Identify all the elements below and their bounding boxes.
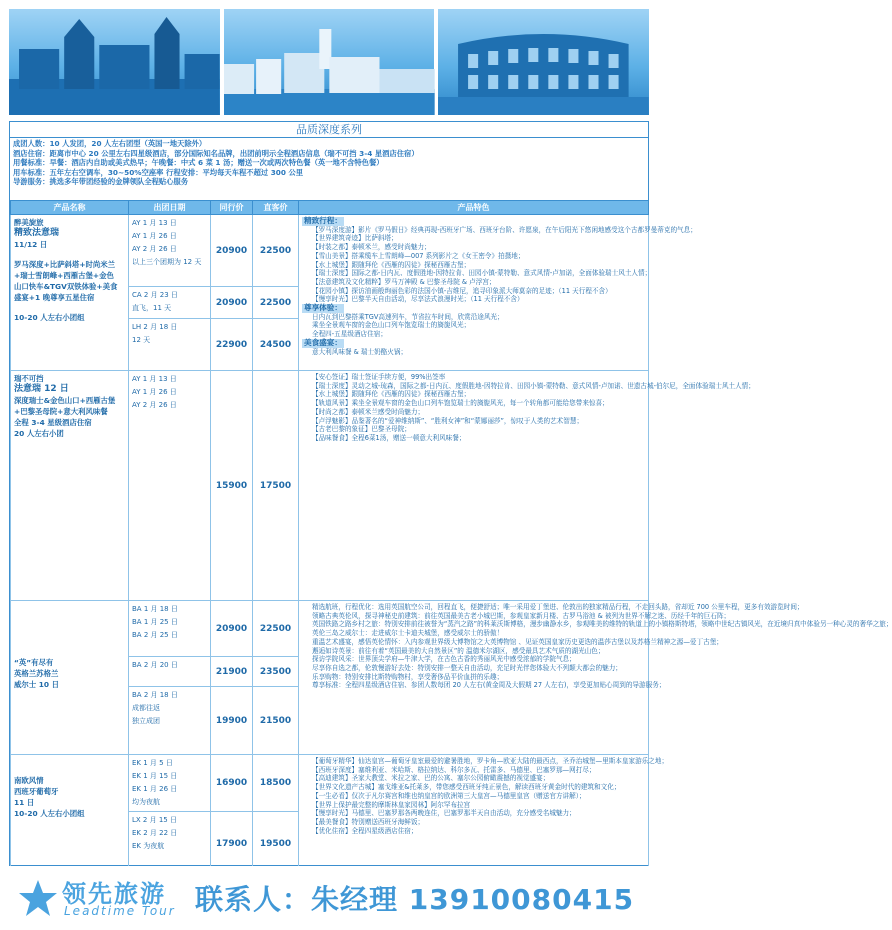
feature-item [302,757,669,766]
feature-text: 尊享标准：全程四星级酒店住宿、参团人数每团 20 人左右(黄金周及大假期 27 人左右)，享受更加贴心周到的导游服务； [312,681,666,690]
product-name-line: 盛宴+1 晚尊享五星住宿 [14,293,95,302]
product-name-line: 南欧风情 [14,776,44,785]
departure-date: 均为夜航 [132,798,160,806]
feature-item [302,408,645,417]
info-line: 用餐标准：早餐：酒店内自助或美式热早；午晚餐：中式 6 菜 1 汤；赠送一次或两次特色餐（英一地不含特色餐） [13,158,384,168]
departure-date: 12 天 [132,336,151,344]
feature-text: 【瑞士深度】国际之都-日内瓦、度假胜地-因特拉肯、田园小镇-蒙特勒、意式风情-卢加诺，全面体验瑞士风土人情； [312,269,652,278]
feature-item [302,278,645,287]
product-name-line [14,757,125,766]
feature-item [302,681,666,690]
product-name-line [14,303,125,312]
feature-text: 【品味餐食】全程6菜1汤，赠送一顿意大利风味餐； [312,433,466,442]
table-row [11,215,649,287]
feature-text: 英伦三岛之威尔士：走进威尔士卡迪夫城堡，感受威尔士的骄傲！ [312,629,504,638]
feature-text: 【水上城堡】跟随拜伦《西雁的囚徒》探秘西雁古堡； [312,390,471,399]
product-name-line: “英”有尽有 [14,658,54,667]
feature-item [302,243,645,252]
feature-item [302,629,645,638]
feature-item [302,269,652,278]
header-features: 产品特色 [299,201,649,215]
feature-item [302,637,723,647]
product-name-line: 英格兰苏格兰 [14,669,59,678]
feature-text: 乘坐全景观车窗的金色山口列车饱览瑞士的旖旎风光； [312,321,471,330]
info-line: 导游服务：挑选多年带团经验的金牌领队全程贴心服务 [13,177,189,187]
feature-text: 【花园小镇】探访油画般绚丽色彩的法国小镇-吉维尼，追寻印象派大师莫奈的足迹；（11 天行程不含） [312,286,612,295]
departure-date: AY 2 月 26 日 [132,245,177,253]
features-cell [299,371,755,601]
feature-text: 【西班牙深度】塞维利亚、米哈斯、格拉纳达、科尔多瓦、托雷多、马德里、巴塞罗那—网打尽； [312,765,596,774]
feature-section-header: 尊享体验： [304,303,342,313]
feature-text: 【法意建筑及文化精粹】罗马万神殿 & 巴黎圣母院 & 卢浮宫； [312,277,496,286]
product-name-cell [11,601,129,755]
feature-item [302,295,645,304]
feature-text: 乐享购物：特别安排比斯特购物村，享受奢侈品平价血拼的乐趣； [312,672,504,681]
city-photo-right [438,9,649,115]
product-name-line: 山口快车&TGV双铁体验+美食 [14,282,118,291]
feature-text: 【慢享时光】巴黎半天自由活动，尽享法式浪漫时光；（11 天行程不含） [312,295,524,304]
product-name-line: 法意瑞 12 日 [14,384,69,394]
feature-item [302,373,645,382]
feature-text: 【世界上保护最完整的摩斯林皇家园林】阿尔罕布拉宫 [312,800,471,809]
feature-item [302,321,645,330]
table-header-row [11,201,649,215]
direct-price: 22500 [253,215,299,287]
departure-dates-cell [129,319,211,371]
feature-item [302,217,645,226]
direct-price: 21500 [253,687,299,755]
departure-date: AY 1 月 26 日 [132,388,177,396]
direct-price: 24500 [253,319,299,371]
direct-price: 23500 [253,657,299,687]
product-name-cell [11,755,129,876]
feature-item [302,827,645,836]
feature-text: 精选航班，行程优化：选用英国航空公司，回程直飞，便捷舒适；唯一采用爱丁堡进、伦敦出的独家精品行程，不走回头路，省却近 700 公里车程，更多有效游览时间； [312,603,804,611]
feature-item [302,655,645,664]
departure-date: 独立成团 [132,717,160,725]
product-name-line [14,648,125,657]
feature-item [302,620,892,629]
departure-date: CA 2 月 23 日 [132,291,178,299]
departure-dates-cell [129,657,211,687]
feature-text: 【安心签证】瑞士签证手续方便，99%出签率 [312,373,446,381]
peer-price: 20900 [211,215,253,287]
feature-text: 【轨道风景】乘坐全景观车窗的金色山口列车饱览瑞士的旖旎风光，每一个转角都可能给您带来惊喜； [312,399,609,408]
feature-text: 领略古典英伦风，探寻神秘史前建筑：前往英国最美古老小城巴斯，参观皇家新月楼、古罗马浴池 & 被列为世界不解之迷、历经千年的巨石阵； [312,611,731,620]
feature-text: 【罗马深度游】影片《罗马假日》经典再现-西班牙广场、西班牙台阶、许愿泉，在午后阳光下悠闲地感受这个古都罗曼蒂克的气息； [312,225,697,234]
departure-date: BA 2 月 18 日 [132,691,178,699]
feature-item [302,818,645,827]
feature-item [302,792,645,801]
features-cell [299,601,892,755]
feature-item [302,774,645,783]
product-name-cell [11,371,129,601]
city-photo-left [9,9,220,115]
departure-dates-cell [129,371,211,601]
feature-text: 重温艺术盛宴，感悟英伦情怀：入内参观世界级大博物馆之大英博物馆 、见证英国皇家历史更迭的温莎古堡以及苏格兰精神之源—爱丁古堡； [312,637,723,646]
departure-dates-cell [129,601,211,657]
table-row [11,755,649,812]
feature-item [302,339,645,348]
feature-item [302,434,645,443]
logo-english: Leadtime Tour [64,904,176,918]
departure-dates-cell [129,287,211,319]
product-name-line: 深度瑞士&金色山口+西雁古堡 [14,396,116,405]
feature-text: 【古老巴黎的象征】巴黎圣母院； [312,425,411,434]
features-cell [299,215,697,371]
feature-text: 【最美餐食】特别赠送西班牙海鲜饭； [312,817,425,826]
direct-price: 18500 [253,755,299,812]
product-name-line: 20 人左右小团 [14,429,64,438]
feature-text: 邂逅如诗英景：前往有着“英国最美的大自然景区”的 温德米尔湖区，感受最具艺术气质的湖光山色； [312,646,605,655]
departure-date: EK 为夜航 [132,842,165,850]
product-name-line: 全程 3-4 星级酒店住宿 [14,418,92,427]
peer-price: 20900 [211,287,253,319]
feature-text: 【慢享时光】马德里、巴塞罗那各两晚连住，巴塞罗那半天自由活动，充分感受名城魅力； [312,809,576,818]
departure-dates-cell [129,687,211,755]
peer-price: 22900 [211,319,253,371]
product-name-line [14,630,125,639]
feature-text: 意大利风味餐 & 瑞士奶酪火锅； [312,347,408,356]
feature-item [302,304,645,313]
product-name-line: 10-20 人左右小团组 [14,313,85,322]
feature-item [302,603,804,612]
feature-text: 【高迪建筑】圣家大教堂、米拉之家、巴的公寓、塞尔公园俯瞰震撼的视觉盛宴； [312,774,550,783]
departure-date: BA 1 月 18 日 [132,605,178,613]
series-title: 品质深度系列 [10,122,648,138]
header-peer-price: 同行价 [211,201,253,215]
product-name-line: 瑞不可挡 [14,374,44,383]
feature-item [302,809,645,818]
feature-text: 【水上城堡】跟随拜伦《西雁的囚徒》探秘西雁古堡； [312,260,471,269]
header-direct-price: 直客价 [253,201,299,215]
product-name-line: 罗马深度+比萨斜塔+时尚米兰 [14,260,116,269]
departure-date: 以上三个团期为 12 天 [132,258,202,266]
feature-text: 英国铁路之路乡村之旅：特别安排前往被誉为“蒸汽之路”的科莱沃斯博格，漫步幽静水乡，参观唯美的维特的轨道上的小镇格斯特塔，领略中世纪古镇风光，在近境归真中体验另一种心灵的奢华之旅； [312,620,892,629]
feature-text: 【一生必看】仅次于凡尔赛宫和维也纳皇宫的欧洲第三大皇宫—马德里皇宫（赠送官方讲解）； [312,791,586,800]
feature-item [302,261,645,270]
feature-text: 【世界文化遗产古城】塞戈维亚&托莱多，带您感受西班牙纯正景色，解读西班牙黄金时代的建筑和文化； [312,783,621,792]
schedule-table [10,200,892,876]
feature-item [302,425,645,434]
direct-price: 17500 [253,371,299,601]
direct-price: 19500 [253,812,299,876]
feature-text: 【优化住宿】全程四星级酒店住宿； [312,826,418,835]
product-name-line: 醉美旋旅 [14,218,44,227]
features-cell [299,755,669,876]
departure-dates-cell [129,755,211,812]
product-name-line: 西班牙葡萄牙 [14,787,59,796]
feature-text: 日内瓦到巴黎搭乘TGV高速列车，节省拉车时间，欣赏沿途风光； [312,312,504,321]
feature-item [302,417,645,426]
departure-date: LH 2 月 18 日 [132,323,178,331]
product-frame [9,121,892,866]
feature-item [302,783,645,792]
departure-date: EK 1 月 5 日 [132,759,173,767]
departure-date: EK 1 月 26 日 [132,785,178,793]
product-name-line: 11/12 日 [14,240,48,249]
peer-price: 19900 [211,687,253,755]
photo-strip [9,9,649,115]
feature-text: 【葡萄牙精华】仙达皇宫—葡萄牙皇室最爱的避暑胜地，罗卡角—欧亚大陆的最西点，圣乔治城堡—里斯本皇家游乐之地； [312,757,669,765]
header-departure-date: 出团日期 [129,201,211,215]
departure-date: BA 2 月 20 日 [132,661,178,669]
departure-date: AY 1 月 13 日 [132,375,177,383]
feature-text: 【世界建筑奇迹】比萨斜塔； [312,234,398,243]
feature-section-header: 精致行程： [304,216,342,225]
product-name-line [14,766,125,775]
departure-date: LX 2 月 15 日 [132,816,177,824]
departure-date: BA 2 月 25 日 [132,631,178,639]
feature-section-header: 美食盛宴： [304,337,342,347]
departure-date: 直飞，11 天 [132,304,172,312]
departure-date: AY 1 月 26 日 [132,232,177,240]
departure-date: EK 2 月 22 日 [132,829,178,837]
product-name-line: 威尔士 10 日 [14,680,59,689]
feature-text: 【瑞士深度】灵动之城-琉森，国际之都-日内瓦、度假胜地-因特拉肯、田园小镇-蒙特勒、意式风情-卢加诺、世遗古城-伯尔尼，全面体验瑞士风土人情； [312,381,755,390]
feature-text: 【时尚之都】泰顿米兰感受时尚魅力； [312,407,425,416]
peer-price: 21900 [211,657,253,687]
feature-item [302,664,645,673]
feature-item [302,390,645,399]
departure-date: 成都往返 [132,704,160,712]
feature-text: 尽享你自选之都，伦敦慢游好去处：特别安排一整天自由活动，充足时光伴您体验大不列颠大都会的魅力； [312,663,622,672]
feature-text: 【雪山美景】搭乘缆车上雪朗峰—007 系列影片之《女王密令》拍摄地； [312,251,525,260]
feature-text: 【时装之都】泰顿米兰，感受时尚魅力； [312,243,431,252]
departure-date: BA 1 月 25 日 [132,618,178,626]
info-block [13,139,645,187]
feature-text: 全程四-五星级酒店住宿； [312,330,387,339]
departure-date: EK 1 月 15 日 [132,772,178,780]
contact-info: 联系人：朱经理 13910080415 [195,883,635,916]
direct-price: 22500 [253,601,299,657]
product-name-line: 精致法意瑞 [14,228,60,238]
header-product-name: 产品名称 [11,201,129,215]
feature-item [302,801,645,810]
product-name-line [14,621,125,630]
feature-text: 【卢浮魅影】品鉴著名的“爱神维纳斯”、“胜利女神”和“蒙娜丽莎”，惊叹于人类的艺术智慧； [312,416,584,425]
table-row [11,601,649,657]
product-name-line [14,603,125,612]
peer-price: 16900 [211,755,253,812]
feature-item [302,252,645,261]
feature-item [302,399,645,408]
product-name-line [14,250,125,259]
product-name-line [14,639,125,648]
star-logo-icon [18,878,58,918]
product-name-line: 11 日 [14,798,35,807]
product-name-line: +瑞士雪朗峰+西雁古堡+金色 [14,271,114,280]
product-name-line: +巴黎圣母院+意大利风味餐 [14,407,108,416]
feature-item [302,330,645,339]
departure-date: AY 2 月 26 日 [132,401,177,409]
direct-price: 22500 [253,287,299,319]
logo-chinese: 领先旅游 [62,880,166,908]
city-photo-middle [224,9,435,115]
feature-item [302,234,645,243]
table-row [11,371,649,601]
product-name-line [14,612,125,621]
departure-date: AY 1 月 13 日 [132,219,177,227]
feature-item [302,647,645,656]
peer-price: 15900 [211,371,253,601]
info-line: 用车标准：五年左右空调车，30~50%空座率 行程安排：平均每天车程不超过 300 公里 [13,167,304,177]
peer-price: 17900 [211,812,253,876]
product-name-line: 10-20 人左右小团组 [14,809,85,818]
feature-item [302,348,645,357]
info-line: 酒店住宿：距离市中心 20 公里左右四星级酒店，部分国际知名品牌，出团前明示全程酒店信息（瑞不可挡 3-4 星酒店住宿） [13,148,419,158]
departure-dates-cell [129,215,211,287]
feature-text: 探访学院风采：世界顶尖学府—牛津大学，在古色古香的秀丽风光中感受浓郁的学院气息； [312,655,576,664]
peer-price: 20900 [211,601,253,657]
product-name-cell [11,215,129,371]
info-line: 成团人数：10 人发团，20 人左右团型（英国一地天除外） [13,139,207,148]
